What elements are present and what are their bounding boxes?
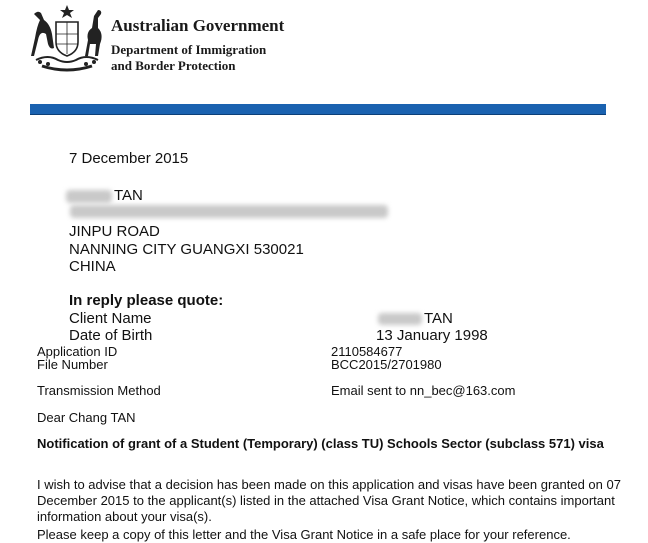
redacted-given-name (66, 190, 112, 203)
recipient-name (66, 187, 143, 204)
client-name-value (378, 310, 453, 327)
transmission-method-label: Transmission Method (37, 383, 161, 398)
dob-label: Date of Birth (69, 327, 153, 344)
application-id-value: 2110584677 (331, 344, 403, 359)
body-paragraph-1: I wish to advise that a decision has been made on this application and visas have been granted on 07 December 2015 to the applicant(s) listed in the attached Visa Grant Notice, which contains important information about your visa(s). (37, 477, 621, 524)
redacted-address-line (70, 205, 388, 218)
address-line-1: JINPU ROAD (69, 223, 160, 240)
government-name: Australian Government (111, 16, 285, 35)
address-line-2: NANNING CITY GUANGXI 530021 (69, 241, 304, 258)
address-line-3: CHINA (69, 258, 116, 275)
file-number-label: File Number (37, 357, 108, 372)
client-name-label: Client Name (69, 310, 152, 327)
department-name-line1: Department of Immigration (111, 42, 267, 57)
application-id-label: Application ID (37, 344, 118, 359)
reply-heading: In reply please quote: (69, 292, 224, 309)
letter-date: 7 December 2015 (69, 150, 189, 167)
header-divider-bar (30, 104, 606, 115)
file-number-value: BCC2015/2701980 (331, 357, 442, 372)
redacted-client-given-name (378, 313, 422, 325)
salutation: Dear Chang TAN (37, 410, 136, 425)
dob-value: 13 January 1998 (376, 327, 488, 344)
department-name-line2: and Border Protection (111, 58, 236, 73)
coat-of-arms-logo (28, 4, 106, 76)
subject-line: Notification of grant of a Student (Temporary) (class TU) Schools Sector (subclass 571) visa (37, 436, 604, 451)
client-surname: TAN (424, 310, 453, 327)
transmission-method-value: Email sent to nn_bec@163.com (331, 383, 516, 398)
recipient-surname: TAN (114, 187, 143, 204)
body-paragraph-2: Please keep a copy of this letter and the Visa Grant Notice in a safe place for your reference. (37, 527, 571, 542)
